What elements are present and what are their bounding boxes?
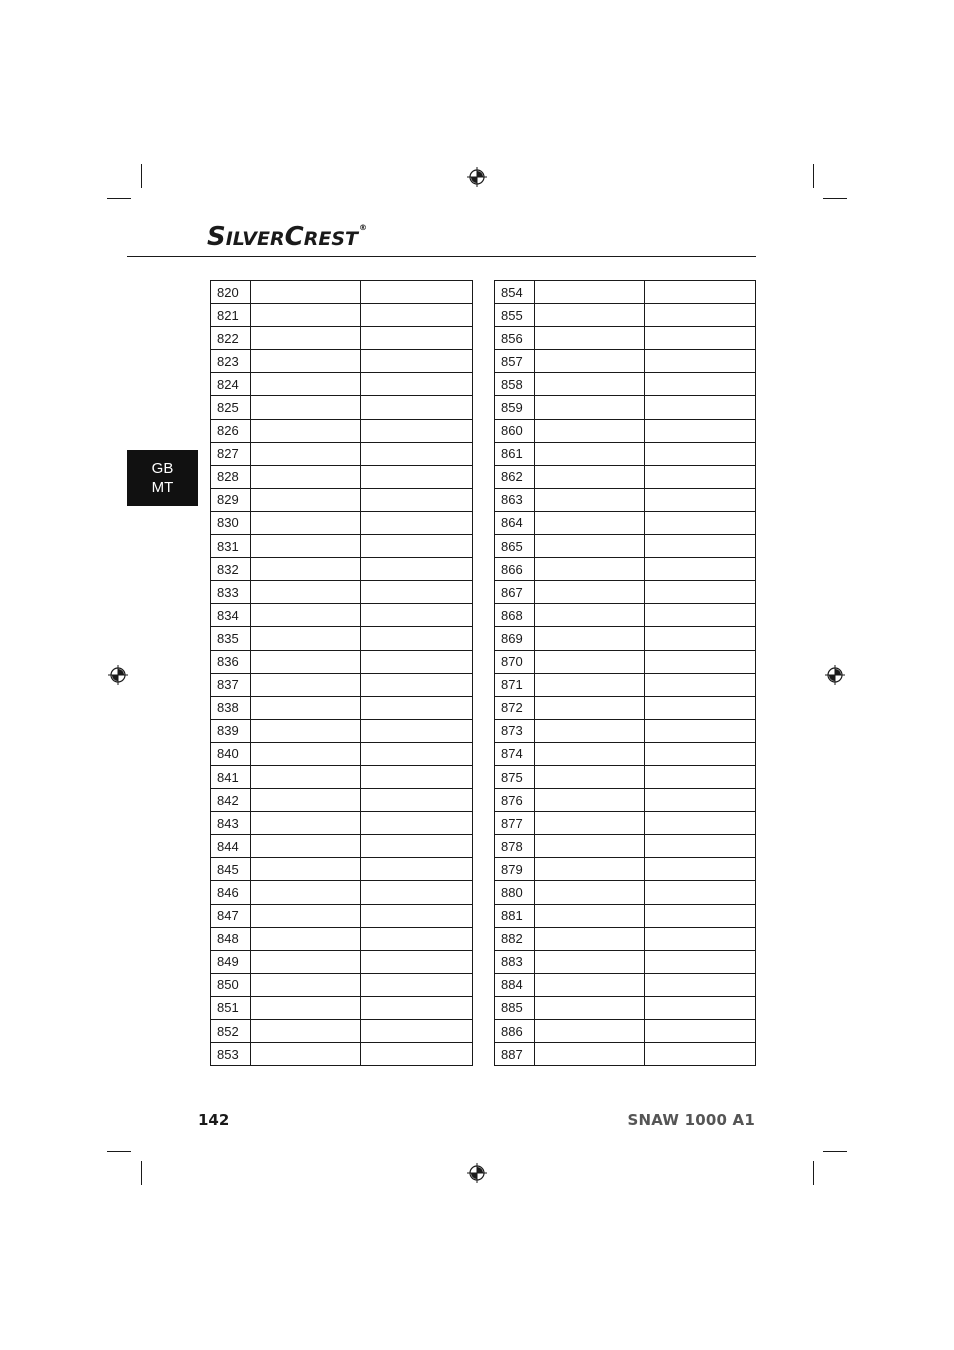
- row-number: 824: [211, 373, 251, 396]
- table-row: [211, 835, 473, 858]
- row-number: 859: [495, 396, 535, 419]
- blank-cell: [645, 350, 756, 373]
- blank-cell: [535, 535, 645, 558]
- blank-cell: [535, 973, 645, 996]
- blank-cell: [535, 996, 645, 1019]
- blank-cell: [645, 673, 756, 696]
- blank-cell: [535, 765, 645, 788]
- table-row: [495, 465, 756, 488]
- blank-cell: [535, 627, 645, 650]
- table-row: [211, 396, 473, 419]
- blank-cell: [535, 350, 645, 373]
- row-number: 843: [211, 812, 251, 835]
- entry-table-right: [494, 280, 756, 1066]
- blank-cell: [645, 373, 756, 396]
- row-number: 835: [211, 627, 251, 650]
- blank-cell: [645, 627, 756, 650]
- blank-cell: [361, 858, 473, 881]
- row-number: 873: [495, 719, 535, 742]
- row-number: 863: [495, 488, 535, 511]
- blank-cell: [645, 650, 756, 673]
- table-row: [211, 419, 473, 442]
- entry-table-left: [210, 280, 473, 1066]
- blank-cell: [251, 511, 361, 534]
- blank-cell: [535, 673, 645, 696]
- table-row: [211, 742, 473, 765]
- row-number: 831: [211, 535, 251, 558]
- row-number: 870: [495, 650, 535, 673]
- table-row: [495, 996, 756, 1019]
- blank-cell: [251, 581, 361, 604]
- blank-cell: [645, 1020, 756, 1043]
- row-number: 874: [495, 742, 535, 765]
- blank-cell: [251, 765, 361, 788]
- blank-cell: [251, 858, 361, 881]
- blank-cell: [645, 996, 756, 1019]
- logo-letters: REST: [303, 228, 358, 250]
- blank-cell: [361, 327, 473, 350]
- blank-cell: [361, 789, 473, 812]
- table-row: [211, 511, 473, 534]
- table-row: [211, 373, 473, 396]
- registered-mark: ®: [358, 223, 367, 232]
- table-row: [495, 442, 756, 465]
- blank-cell: [645, 558, 756, 581]
- row-number: 848: [211, 927, 251, 950]
- table-row: [495, 973, 756, 996]
- row-number: 842: [211, 789, 251, 812]
- blank-cell: [361, 604, 473, 627]
- row-number: 862: [495, 465, 535, 488]
- crop-mark: [107, 198, 131, 199]
- table-row: [211, 673, 473, 696]
- table-row: [495, 835, 756, 858]
- row-number: 882: [495, 927, 535, 950]
- row-number: 854: [495, 281, 535, 304]
- blank-cell: [251, 881, 361, 904]
- table-row: [211, 696, 473, 719]
- crop-mark: [813, 1161, 814, 1185]
- crop-mark: [813, 164, 814, 188]
- table-row: [495, 719, 756, 742]
- row-number: 876: [495, 789, 535, 812]
- blank-cell: [645, 465, 756, 488]
- blank-cell: [645, 765, 756, 788]
- blank-cell: [535, 373, 645, 396]
- row-number: 879: [495, 858, 535, 881]
- blank-cell: [645, 396, 756, 419]
- blank-cell: [361, 973, 473, 996]
- blank-cell: [251, 419, 361, 442]
- blank-cell: [361, 996, 473, 1019]
- blank-cell: [251, 488, 361, 511]
- row-number: 878: [495, 835, 535, 858]
- blank-cell: [535, 1043, 645, 1066]
- blank-cell: [535, 742, 645, 765]
- row-number: 884: [495, 973, 535, 996]
- row-number: 820: [211, 281, 251, 304]
- row-number: 834: [211, 604, 251, 627]
- row-number: 857: [495, 350, 535, 373]
- blank-cell: [251, 1020, 361, 1043]
- row-number: 850: [211, 973, 251, 996]
- blank-cell: [361, 304, 473, 327]
- blank-cell: [535, 835, 645, 858]
- table-row: [495, 350, 756, 373]
- row-number: 881: [495, 904, 535, 927]
- table-row: [495, 950, 756, 973]
- blank-cell: [251, 904, 361, 927]
- blank-cell: [645, 858, 756, 881]
- row-number: 860: [495, 419, 535, 442]
- blank-cell: [251, 604, 361, 627]
- registration-target-icon: [108, 665, 128, 685]
- table-row: [211, 604, 473, 627]
- table-row: [211, 1020, 473, 1043]
- table-row: [211, 996, 473, 1019]
- blank-cell: [361, 719, 473, 742]
- blank-cell: [645, 488, 756, 511]
- language-code: GB: [151, 460, 174, 477]
- blank-cell: [535, 327, 645, 350]
- table-row: [495, 581, 756, 604]
- blank-cell: [535, 789, 645, 812]
- blank-cell: [645, 442, 756, 465]
- blank-cell: [251, 973, 361, 996]
- table-row: [495, 281, 756, 304]
- row-number: 872: [495, 696, 535, 719]
- blank-cell: [251, 719, 361, 742]
- blank-cell: [535, 465, 645, 488]
- blank-cell: [251, 327, 361, 350]
- blank-cell: [645, 881, 756, 904]
- blank-cell: [535, 281, 645, 304]
- row-number: 821: [211, 304, 251, 327]
- blank-cell: [535, 650, 645, 673]
- registration-target-icon: [467, 1163, 487, 1183]
- header-rule: [127, 256, 756, 257]
- blank-cell: [251, 442, 361, 465]
- row-number: 829: [211, 488, 251, 511]
- table-row: [211, 950, 473, 973]
- table-row: [495, 1020, 756, 1043]
- logo-letter: S: [207, 222, 226, 252]
- blank-cell: [645, 1043, 756, 1066]
- blank-cell: [535, 1020, 645, 1043]
- blank-cell: [251, 350, 361, 373]
- blank-cell: [361, 765, 473, 788]
- table-row: [211, 535, 473, 558]
- table-row: [495, 696, 756, 719]
- table-row: [211, 858, 473, 881]
- row-number: 858: [495, 373, 535, 396]
- row-number: 853: [211, 1043, 251, 1066]
- blank-cell: [251, 396, 361, 419]
- blank-cell: [361, 835, 473, 858]
- language-tab: [127, 450, 198, 506]
- blank-cell: [535, 396, 645, 419]
- crop-mark: [141, 1161, 142, 1185]
- row-number: 869: [495, 627, 535, 650]
- blank-cell: [535, 858, 645, 881]
- table-row: [495, 673, 756, 696]
- table-row: [211, 488, 473, 511]
- row-number: 840: [211, 742, 251, 765]
- blank-cell: [361, 627, 473, 650]
- blank-cell: [535, 304, 645, 327]
- table-row: [495, 789, 756, 812]
- blank-cell: [535, 511, 645, 534]
- blank-cell: [251, 742, 361, 765]
- blank-cell: [251, 950, 361, 973]
- crop-mark: [823, 198, 847, 199]
- table-row: [495, 327, 756, 350]
- row-number: 836: [211, 650, 251, 673]
- blank-cell: [251, 627, 361, 650]
- row-number: 846: [211, 881, 251, 904]
- table-row: [211, 650, 473, 673]
- blank-cell: [361, 1020, 473, 1043]
- blank-cell: [361, 396, 473, 419]
- blank-cell: [645, 281, 756, 304]
- blank-cell: [535, 581, 645, 604]
- blank-cell: [535, 488, 645, 511]
- table-row: [495, 904, 756, 927]
- table-row: [211, 627, 473, 650]
- table-row: [495, 742, 756, 765]
- table-row: [495, 488, 756, 511]
- blank-cell: [361, 581, 473, 604]
- blank-cell: [645, 419, 756, 442]
- row-number: 832: [211, 558, 251, 581]
- blank-cell: [251, 535, 361, 558]
- blank-cell: [251, 835, 361, 858]
- row-number: 861: [495, 442, 535, 465]
- blank-cell: [535, 442, 645, 465]
- row-number: 871: [495, 673, 535, 696]
- table-row: [495, 304, 756, 327]
- table-row: [495, 650, 756, 673]
- registration-target-icon: [825, 665, 845, 685]
- row-number: 852: [211, 1020, 251, 1043]
- blank-cell: [645, 904, 756, 927]
- row-number: 856: [495, 327, 535, 350]
- blank-cell: [535, 950, 645, 973]
- blank-cell: [645, 696, 756, 719]
- blank-cell: [361, 673, 473, 696]
- table-row: [211, 581, 473, 604]
- table-row: [495, 1043, 756, 1066]
- blank-cell: [361, 650, 473, 673]
- blank-cell: [361, 927, 473, 950]
- blank-cell: [251, 673, 361, 696]
- row-number: 877: [495, 812, 535, 835]
- table-row: [495, 419, 756, 442]
- blank-cell: [535, 604, 645, 627]
- row-number: 847: [211, 904, 251, 927]
- crop-mark: [107, 1151, 131, 1152]
- blank-cell: [361, 812, 473, 835]
- blank-cell: [535, 719, 645, 742]
- crop-mark: [141, 164, 142, 188]
- row-number: 822: [211, 327, 251, 350]
- table-row: [211, 881, 473, 904]
- table-row: [495, 558, 756, 581]
- page-number: 142: [198, 1111, 230, 1129]
- table-row: [495, 604, 756, 627]
- blank-cell: [645, 950, 756, 973]
- blank-cell: [361, 511, 473, 534]
- blank-cell: [645, 511, 756, 534]
- table-row: [211, 281, 473, 304]
- blank-cell: [251, 650, 361, 673]
- brand-logo: [207, 224, 367, 250]
- row-number: 833: [211, 581, 251, 604]
- blank-cell: [645, 789, 756, 812]
- row-number: 855: [495, 304, 535, 327]
- blank-cell: [361, 742, 473, 765]
- blank-cell: [251, 696, 361, 719]
- table-row: [495, 535, 756, 558]
- blank-cell: [361, 442, 473, 465]
- row-number: 885: [495, 996, 535, 1019]
- blank-cell: [645, 719, 756, 742]
- table-row: [211, 350, 473, 373]
- blank-cell: [251, 465, 361, 488]
- blank-cell: [361, 465, 473, 488]
- row-number: 865: [495, 535, 535, 558]
- blank-cell: [535, 881, 645, 904]
- logo-letter: C: [284, 222, 304, 252]
- blank-cell: [535, 927, 645, 950]
- row-number: 825: [211, 396, 251, 419]
- table-row: [211, 558, 473, 581]
- row-number: 828: [211, 465, 251, 488]
- row-number: 837: [211, 673, 251, 696]
- row-number: 838: [211, 696, 251, 719]
- blank-cell: [645, 535, 756, 558]
- table-row: [211, 327, 473, 350]
- blank-cell: [645, 604, 756, 627]
- table-row: [495, 373, 756, 396]
- blank-cell: [361, 488, 473, 511]
- table-row: [211, 812, 473, 835]
- blank-cell: [361, 950, 473, 973]
- blank-cell: [361, 281, 473, 304]
- blank-cell: [361, 558, 473, 581]
- table-row: [495, 627, 756, 650]
- row-number: 827: [211, 442, 251, 465]
- model-name: SNAW 1000 A1: [627, 1111, 755, 1129]
- row-number: 851: [211, 996, 251, 1019]
- row-number: 875: [495, 765, 535, 788]
- blank-cell: [645, 835, 756, 858]
- row-number: 844: [211, 835, 251, 858]
- language-code: MT: [151, 479, 174, 496]
- row-number: 849: [211, 950, 251, 973]
- row-number: 886: [495, 1020, 535, 1043]
- table-row: [211, 1043, 473, 1066]
- blank-cell: [251, 373, 361, 396]
- blank-cell: [251, 789, 361, 812]
- table-row: [211, 719, 473, 742]
- registration-target-icon: [467, 167, 487, 187]
- row-number: 841: [211, 765, 251, 788]
- blank-cell: [535, 419, 645, 442]
- blank-cell: [361, 350, 473, 373]
- blank-cell: [251, 927, 361, 950]
- table-row: [211, 442, 473, 465]
- table-row: [495, 927, 756, 950]
- row-number: 864: [495, 511, 535, 534]
- blank-cell: [361, 535, 473, 558]
- table-row: [211, 927, 473, 950]
- blank-cell: [645, 973, 756, 996]
- row-number: 830: [211, 511, 251, 534]
- blank-cell: [251, 1043, 361, 1066]
- table-row: [211, 765, 473, 788]
- blank-cell: [535, 558, 645, 581]
- blank-cell: [251, 281, 361, 304]
- blank-cell: [535, 904, 645, 927]
- blank-cell: [251, 304, 361, 327]
- row-number: 866: [495, 558, 535, 581]
- crop-mark: [823, 1151, 847, 1152]
- blank-cell: [535, 812, 645, 835]
- blank-cell: [251, 996, 361, 1019]
- blank-cell: [251, 812, 361, 835]
- blank-cell: [645, 304, 756, 327]
- blank-cell: [361, 696, 473, 719]
- row-number: 839: [211, 719, 251, 742]
- table-row: [211, 465, 473, 488]
- blank-cell: [645, 812, 756, 835]
- blank-cell: [535, 696, 645, 719]
- blank-cell: [361, 881, 473, 904]
- blank-cell: [361, 904, 473, 927]
- blank-cell: [645, 927, 756, 950]
- row-number: 887: [495, 1043, 535, 1066]
- table-row: [495, 812, 756, 835]
- table-row: [211, 304, 473, 327]
- row-number: 823: [211, 350, 251, 373]
- table-row: [211, 789, 473, 812]
- table-row: [495, 765, 756, 788]
- row-number: 867: [495, 581, 535, 604]
- table-row: [495, 858, 756, 881]
- blank-cell: [645, 742, 756, 765]
- row-number: 883: [495, 950, 535, 973]
- blank-cell: [361, 1043, 473, 1066]
- table-row: [211, 973, 473, 996]
- blank-cell: [645, 581, 756, 604]
- table-row: [495, 881, 756, 904]
- logo-letters: ILVER: [225, 228, 285, 250]
- table-row: [495, 511, 756, 534]
- blank-cell: [645, 327, 756, 350]
- row-number: 868: [495, 604, 535, 627]
- row-number: 826: [211, 419, 251, 442]
- table-row: [211, 904, 473, 927]
- row-number: 845: [211, 858, 251, 881]
- row-number: 880: [495, 881, 535, 904]
- blank-cell: [361, 419, 473, 442]
- blank-cell: [251, 558, 361, 581]
- table-row: [495, 396, 756, 419]
- blank-cell: [361, 373, 473, 396]
